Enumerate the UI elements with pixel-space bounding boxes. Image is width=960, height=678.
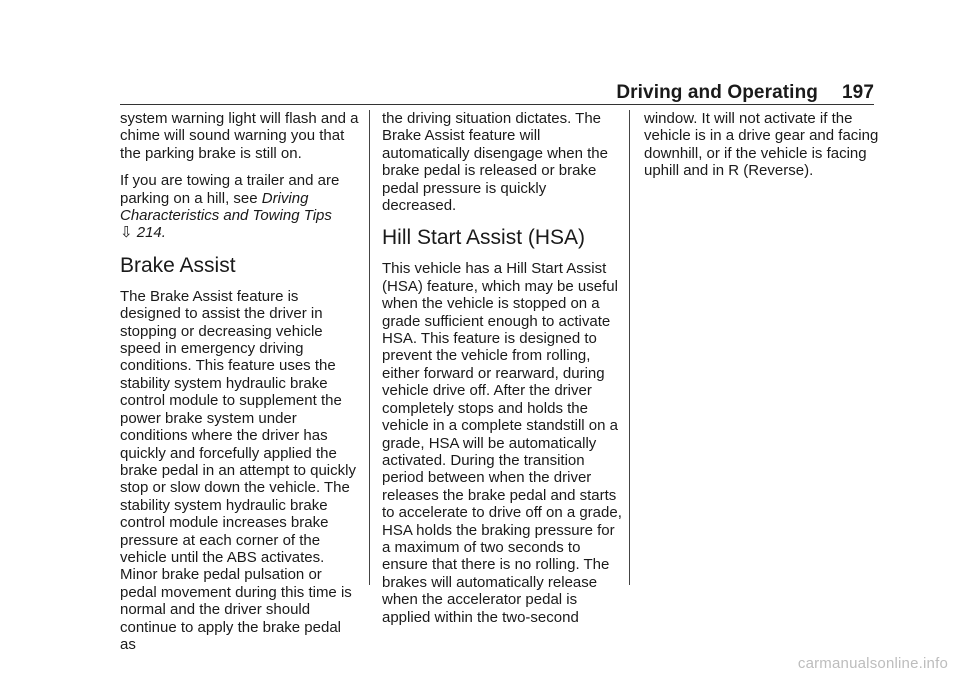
page-header [616,82,874,104]
paragraph: window. It will not activate if the vehicle is in a drive gear and facing downhill, or if the vehicle is facing uphill and in R (Reverse). [644,110,879,180]
heading-brake-assist: Brake Assist [120,253,236,277]
paragraph: This vehicle has a Hill Start Assist (HSA) feature, which may be useful when the vehicle is stopped on a grade sufficient enough to activate HSA. This feature is designed to prevent the vehicle from rolling, either forward or rearward, during vehicle drive off. After the driver completely stops and holds the vehicle in a complete standstill on a grade, HSA will be automatically activated. During the transition period between when the driver releases the brake pedal and starts to accelerate to drive off on a grade, HSA holds the braking pressure for a maximum of two seconds to ensure that there is no rolling. The brakes will automatically release when the accelerator pedal is applied within the two-second [382,260,622,626]
cross-reference-link[interactable]: Driving Characteristics and Towing Tips [120,189,332,225]
paragraph-towing [120,172,360,242]
column-divider [629,110,630,585]
column-3 [644,110,884,190]
reference-arrow-icon: ⇩ [120,224,133,242]
column-1 [120,110,360,663]
paragraph: The Brake Assist feature is designed to assist the driver in stopping or decreasing vehicle speed in emergency driving conditions. This feature uses the stability system hydraulic brake control module to supplement the power brake system under conditions where the driver has quickly and forcefully applied the brake pedal in an attempt to quickly stop or slow down the vehicle. The stability system hydraulic brake control module increases brake pressure at each corner of the vehicle until the ABS activates. Minor brake pedal pulsation or pedal movement during this time is normal and the driver should continue to apply the brake pedal as [120,287,356,653]
paragraph: the driving situation dictates. The Brake Assist feature will automatically disengage when the brake pedal is released or brake pedal pressure is quickly decreased. [382,110,608,215]
column-divider [369,110,370,585]
paragraph: system warning light will flash and a chime will sound warning you that the parking brake is still on. [120,110,359,162]
watermark: carmanualsonline.info [797,655,948,672]
section-title: Driving and Operating [616,82,818,103]
page-reference[interactable]: ⇩ 214. [120,224,166,242]
column-2 [382,110,622,636]
header-rule [120,104,874,105]
page-number: 197 [841,82,874,103]
paragraph-text: If you are towing a trailer and are parking on a hill, see [120,172,340,207]
heading-hill-start-assist: Hill Start Assist (HSA) [382,226,586,250]
